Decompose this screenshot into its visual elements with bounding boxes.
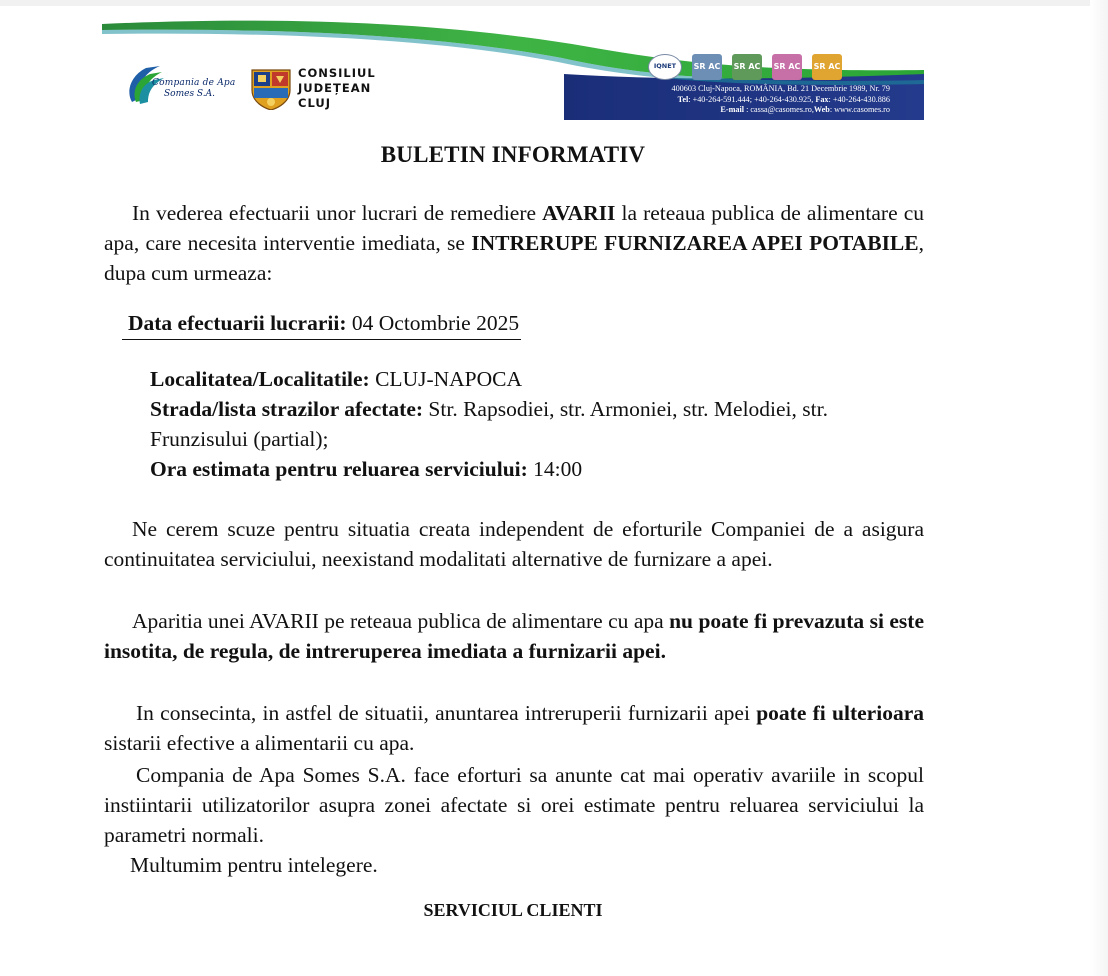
consecinta-text-2: sistarii efective a alimentarii cu apa. xyxy=(104,731,415,755)
locality-line xyxy=(150,364,850,394)
intro-paragraph xyxy=(104,198,924,288)
council-line3: CLUJ xyxy=(298,96,331,110)
council-line1: CONSILIUL xyxy=(298,66,376,80)
sr-ac-badge: SR AC xyxy=(692,54,722,80)
apology-paragraph: Ne cerem scuze pentru situatia creata independent de eforturile Companiei de a asigura continuitatea serviciului, neexistand modalitati alternative de furnizare a apei. xyxy=(104,517,924,571)
locality-label: Localitatea/Localitatile: xyxy=(150,367,370,391)
signature: SERVICIUL CLIENTI xyxy=(423,900,603,920)
intro-avarii: AVARII xyxy=(542,201,616,225)
avarie-text: Aparitia unei AVARII pe reteaua publica de alimentare cu apa xyxy=(132,609,670,633)
email-web-line: E-mail : cassa@casomes.ro,Web: www.casomes.ro xyxy=(720,105,890,115)
work-date xyxy=(122,308,521,340)
top-edge xyxy=(0,0,1108,6)
intro-text-2: la reteaua publica de alimentare cu apa, care necesita interventie imediata, se xyxy=(104,201,924,255)
email-label: E-mail xyxy=(720,105,745,115)
web-value[interactable]: www.casomes.ro xyxy=(834,105,890,115)
intro-intrerupe: INTRERUPE FURNIZAREA APEI POTABILE xyxy=(471,231,919,255)
document-title: BULETIN INFORMATIV xyxy=(380,142,646,167)
streets-label: Strada/lista strazilor afectate: xyxy=(150,397,424,421)
streets-line xyxy=(150,394,840,454)
contact-block xyxy=(564,84,890,116)
page-shadow xyxy=(1090,0,1108,976)
tel-value: +40-264-591.444; +40-264-430.925, xyxy=(692,94,814,104)
address: 400603 Cluj-Napoca, ROMÂNIA, Bd. 21 Decembrie 1989, Nr. 79 xyxy=(671,84,890,93)
tel-label: Tel xyxy=(677,94,689,104)
intro-text-1: In vederea efectuarii unor lucrari de remediere xyxy=(132,201,543,225)
council-name xyxy=(298,66,376,111)
time-line xyxy=(150,454,850,484)
sr-ac-badge: SR AC xyxy=(772,54,802,80)
compania-paragraph: Compania de Apa Somes S.A. face eforturi sa anunte cat mai operativ avariile in scopul instiintarii utilizatorilor asupra zonei afectate si orei estimate pentru reluarea serviciului la parametri normali. xyxy=(104,763,924,847)
certification-logos xyxy=(648,50,842,80)
coat-of-arms-icon xyxy=(248,68,294,110)
outage-details xyxy=(150,364,850,484)
phone-fax-line: Tel: +40-264-591.444; +40-264-430.925, Fax: +40-264-430.886 xyxy=(677,94,890,104)
email-value[interactable]: cassa@casomes.ro, xyxy=(750,105,814,115)
fax-label: Fax xyxy=(815,94,829,104)
iqnet-badge: IQNET xyxy=(648,54,682,80)
council-line2: JUDEȚEAN xyxy=(298,81,372,95)
web-label: Web xyxy=(813,105,830,115)
time-label: Ora estimata pentru reluarea serviciului: xyxy=(150,457,528,481)
locality-value: CLUJ-NAPOCA xyxy=(369,367,523,391)
streets-value: Str. Rapsodiei, str. Armoniei, str. Melodiei, str. Frunzisului (partial); xyxy=(150,397,828,451)
sr-ac-badge: SR AC xyxy=(732,54,762,80)
avarie-paragraph xyxy=(104,606,924,666)
consecinta-text: In consecinta, in astfel de situatii, anuntarea intreruperii furnizarii apei xyxy=(136,701,757,725)
intro-text-3: , dupa cum urmeaza: xyxy=(104,231,924,285)
fax-value: +40-264-430.886 xyxy=(832,94,890,104)
casomes-logo-line2: Somes S.A. xyxy=(164,89,215,99)
avarie-bold: nu poate fi prevazuta si este insotita, de regula, de intreruperea imediata a furnizarii apei. xyxy=(104,609,924,663)
sr-ac-badge: SR AC xyxy=(812,54,842,80)
consecinta-bold: poate fi ulterioara xyxy=(756,701,924,725)
date-value: 04 Octombrie 2025 xyxy=(346,311,520,335)
thanks-paragraph: Multumim pentru intelegere. xyxy=(130,853,378,877)
date-label: Data efectuarii lucrarii: xyxy=(128,311,347,335)
time-value: 14:00 xyxy=(527,457,583,481)
letterhead xyxy=(102,14,924,126)
consecinta-paragraph xyxy=(104,698,924,758)
casomes-logo-line1: Compania de Apa xyxy=(152,78,236,88)
council-logo xyxy=(246,66,406,118)
casomes-logo xyxy=(124,62,244,122)
